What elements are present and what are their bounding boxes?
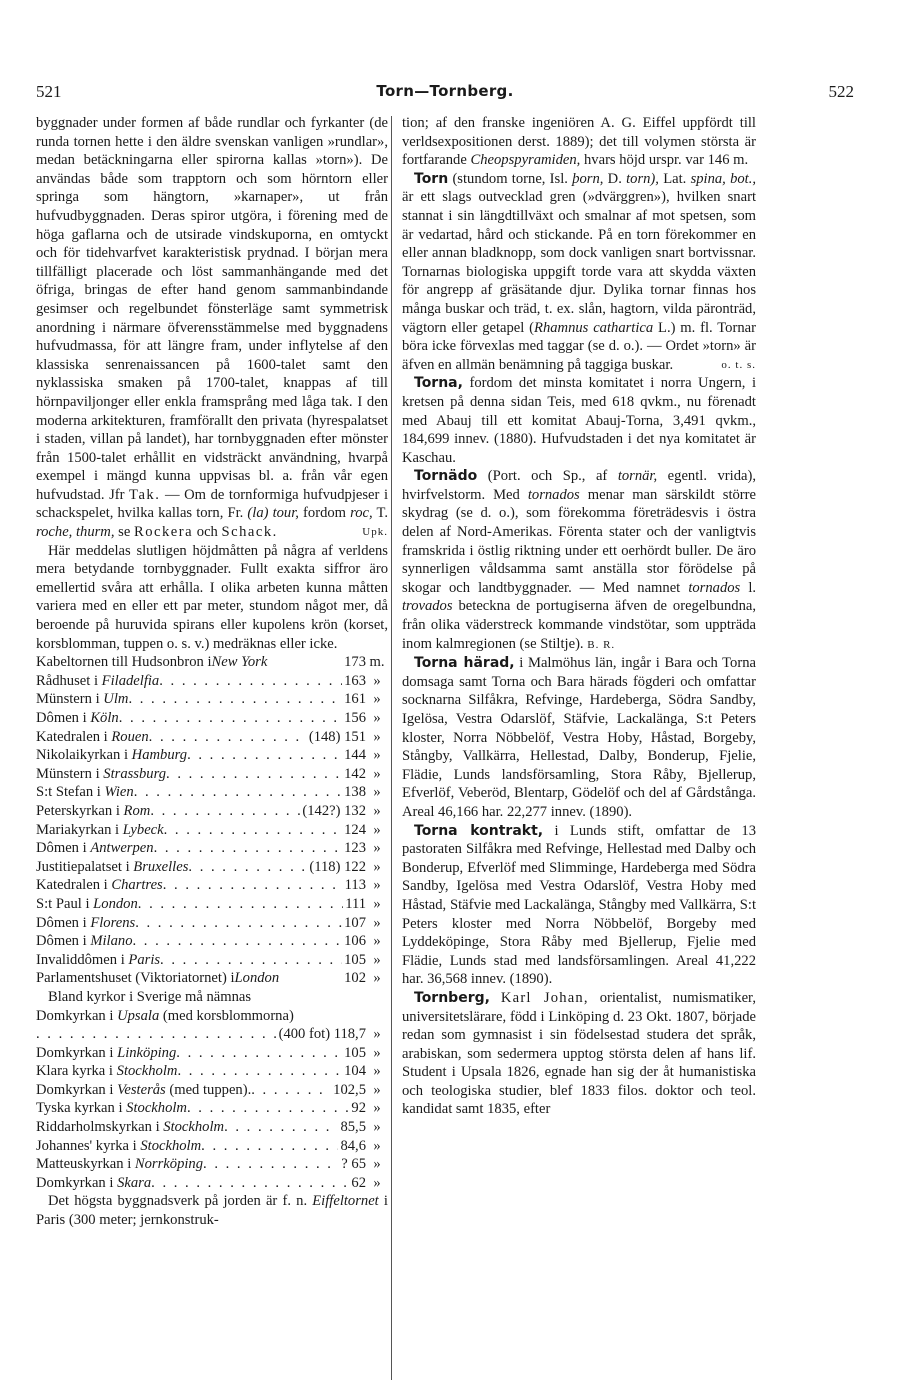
- paragraph-eiffel: Det högsta byggnadsverk på jorden är f. n. Eiffeltornet i Paris (300 meter; jernkonstruk-: [36, 1193, 388, 1229]
- author-signature: B. R.: [587, 638, 616, 651]
- list-item: . . . (400 fot) 118,7 »: [36, 1025, 388, 1044]
- list-item: Dômen i Köln . . . 156 »: [36, 709, 388, 728]
- list-item: Parlamentshuset (Viktoriatornet) iLondon 102 »: [36, 970, 381, 987]
- paragraph-eiffel-continued: tion; af den franske ingeniören A. G. Eiffel uppfördt till verldsexpositionen derst. 1889); det till volymen största är fortfarande Cheopspyramiden, hvars höjd urspr. var 146 m.: [402, 115, 756, 169]
- entry-headword: Torna härad,: [414, 655, 515, 672]
- entry-headword: Torn: [414, 170, 449, 187]
- list-item: Riddarholmskyrkan i Stockholm . . . 85,5 »: [36, 1118, 388, 1137]
- running-header: [36, 82, 854, 106]
- list-item: S:t Paul i London . . . 111 »: [36, 895, 388, 914]
- list-item: Rådhuset i Filadelfia . . . 163 »: [36, 672, 388, 691]
- author-signature: o. t. s.: [721, 358, 756, 371]
- list-item: S:t Stefan i Wien . . . 138 »: [36, 783, 388, 802]
- swedish-churches-intro: Bland kyrkor i Sverige må nämnas: [48, 988, 252, 1005]
- list-item: Matteuskyrkan i Norrköping . . . ? 65 »: [36, 1155, 388, 1174]
- tower-list-world: [36, 672, 388, 970]
- list-item: Dômen i Antwerpen . . . 123 »: [36, 839, 388, 858]
- list-item: Münstern i Ulm . . . 161 »: [36, 690, 388, 709]
- tower-list-sweden: [36, 1044, 388, 1193]
- list-item: Invaliddômen i Paris . . . 105 »: [36, 951, 388, 970]
- entry-torna-kontrakt: Torna kontrakt, i Lunds stift, omfattar de 13 pastoraten Silfåkra med Refvinge, Hellestad med Dalby och Bonderup, Efverlöf med Slimminge, Hardeberga med Södra Sandby, Igelösa med Vestra Odarslöf, Vestra Hoby med Håstad, Stäfvie med Lackalänga, Stångby med Vallkärra, S:t Peters kloster med Norra Nöbbelöf, Borgeby med Lyddeköpinge, Stora Råby med Bjellerup, Fjelie med Flädie, Lunds stad med landsförsamlingen. Areal 41,222 har. 36,568 innev. (1890).: [402, 822, 756, 988]
- tower-heights-list: [36, 653, 388, 1192]
- entry-tornberg: Tornberg, Karl Johan, orientalist, numismatiker, universitetslärare, född i Linköping d. 23 Okt. 1807, började redan som gymnasist i sin födelsestad studera det språk, arabiskan, som sedermera upptog största delen af hans lif. Student i Upsala 1826, egnade han sig der åt humanistiska och teologiska studier, blef 1833 filos. doktor och teol. kandidat samt 1835, efter: [402, 989, 756, 1118]
- running-title: Torn—Tornberg.: [376, 82, 514, 100]
- list-item: Johannes' kyrka i Stockholm . . . 84,6 »: [36, 1137, 388, 1156]
- list-item: Münstern i Strassburg . . . 142 »: [36, 765, 388, 784]
- page-number-left: 521: [36, 82, 62, 101]
- entry-torn: Torn (stundom torne, Isl. þorn, D. torn), Lat. spina, bot., är ett slags outvecklad gren (»dvärggren»), hvilken snart stannat i sin längdtillväxt och smalnar af mot spetsen, som är vedartad, hård och stickande. På en torn förekommer en eller annan bladknopp, som dock vanligen snart bortvissnar. Tornarnas biologiska uppgift torde vara att skydda växten för angrepp af gräsätande djur. Dylika tornar finnas hos många buskar och träd, t. ex. slån, hagtorn, vilda päronträd, vägtorn eller getapel (Rhamnus cathartica L.) m. fl. Tornar böra icke förvexlas med taggar (se d. o.). — Ordet »torn» är äfven en allmän benämning på taggiga buskar. o. t. s.: [402, 170, 757, 373]
- list-item: Domkyrkan i Skara . . . 62 »: [36, 1174, 388, 1193]
- list-item: Katedralen i Chartres . . . 113 »: [36, 876, 388, 895]
- list-item: Kabeltornen till Hudsonbron iNew York 173 m.: [36, 654, 385, 671]
- entry-torna-harad: Torna härad, i Malmöhus län, ingår i Bara och Torna domsaga samt Torna och Bara härads fögderi och omfattar socknarna Silfåkra, Refvinge, Hardeberga, Södra Sandby, Igelösa, Vestra Odarslöf, Stäfvie, Lackalänga, S:t Peters kloster, Norra Nöbbelöf, Vestra Hoby, Håstad, Borgeby, Stångby, Vallkärra, Hellestad, Dalby, Bonderup, Fjelie, Flädie, Lunds landsförsamling, Stora Råby, Bjellerup, Efverlöf, Veberöd, Blentarp, Gödelöf och del af Gårdstånga. Areal 46,166 har. 22,277 innev. (1890).: [402, 655, 756, 820]
- paragraph-heights-intro: Här meddelas slutligen höjdmåtten på några af verldens mera betydande tornbyggnader. Fullt exakta siffror äro emellertid svåra att erhålla. I olika arbeten kunna måtten variera med en eller ett par meter, stundom något mer, då beroende på huruvida spirans eller kupolens krön (korset, korsblomman, tuppen o. s. v.) medräknas eller icke.: [36, 542, 388, 652]
- entry-headword: Tornberg,: [414, 989, 490, 1006]
- entry-tornado: Tornädo (Port. och Sp., af tornär, egentl. vrida), hvirfvelstorm. Med tornados menar man särskildt större skydrag (se d. o.), som förekomma företrädesvis i östra delen af Nord-Amerikas. Förenta stater och der vanligtvis framskrida i östlig riktning under ett oerhördt buller. De äro synnerligen våldsamma samt anställa stor förödelse på skogar och landtbyggnader. — Med namnet tornados l. trovados beteckna de portugiserna äfven de oregelbundna, från olika väderstreck kommande vindstötar, som uppträda inom kalmregionen (se Stiltje). B. R.: [402, 468, 757, 652]
- list-item: Dômen i Florens . . . 107 »: [36, 914, 388, 933]
- list-item: Domkyrkan i Vesterås (med tuppen). . . . 102,5 »: [36, 1081, 388, 1100]
- column-divider: [391, 116, 392, 1380]
- entry-headword: Torna,: [414, 375, 463, 392]
- list-item: Mariakyrkan i Lybeck . . . 124 »: [36, 821, 388, 840]
- author-signature: Upk.: [362, 526, 388, 539]
- paragraph-towers-architecture: byggnader under formen af både rundlar och fyrkanter (de runda tornen hette i den äldre svenskan vanligen »rundlar», medan betäckningarna eller spirorna kallas »torn»). De användas både som trapptorn och som hörntorn eller springa som hängtorn, »karnaper», ut från hufvudbyggnaden. Deras spiror utgöra, i förening med de höga gaflarna och de utsirade vindskuporna, en omtyckt och för tidehvarfvet karakteristisk prydnad. I början mera tillfälligt placerade och löst sammanhängande med det öfriga, bringas de efter hand genom sammanbindande gesimser och regelbundet fönsterläge samt symmetrisk anordning i närmare öfverensstämmelse med byggnadens hufvudmassa, för att längre fram, under inflytelse af den klassiska senrenaissancen på 1600-talet samt den nyklassiska smaken på 1700-talet, knappas af till hörnpaviljonger eller enkla framsprång med låga tak. I den moderna arkitekturen, framförallt den privata (hyrespalatset i staden, villan på landet), har tornbyggnaden efter mönster från 1500-talet erhållit en vidsträckt användning, hvarpå exempel i mängd kunna uppvisas bl. a. från vår egen hufvudstad. Jfr Tak. — Om de tornformiga hufvudpjeser i schackspelet, hvilka kallas torn, Fr. (la) tour, fordom roc, T. roche, thurm, se Rockera och Schack. Upk.: [36, 115, 389, 541]
- list-item: Klara kyrka i Stockholm . . . 104 »: [36, 1062, 388, 1081]
- page-number-right: 522: [828, 82, 854, 101]
- left-column: [36, 114, 388, 1230]
- entry-headword: Tornädo: [414, 468, 478, 485]
- list-item: Domkyrkan i Upsala (med korsblommorna): [36, 1007, 294, 1024]
- list-item: Justitiepalatset i Bruxelles . . . (118) 122 »: [36, 858, 388, 877]
- list-item: Katedralen i Rouen . . . (148) 151 »: [36, 728, 388, 747]
- entry-headword: Torna kontrakt,: [414, 822, 544, 839]
- entry-torna: Torna, fordom det minsta komitatet i norra Ungern, i kretsen på denna sidan Teis, med 618 qvkm., nu förenadt med Abauj till ett komitat Abauj-Torna, 3,491 qvkm., 184,699 innev. (1880). Hufvudstaden i det nya komitatet är Kaschau.: [402, 375, 756, 466]
- list-item: Peterskyrkan i Rom . . . (142?) 132 »: [36, 802, 388, 821]
- list-item: Domkyrkan i Linköping . . . 105 »: [36, 1044, 388, 1063]
- right-column: [402, 114, 756, 1119]
- list-item: Dômen i Milano . . . 106 »: [36, 932, 388, 951]
- list-item: Tyska kyrkan i Stockholm . . . 92 »: [36, 1099, 388, 1118]
- list-item: Nikolaikyrkan i Hamburg . . . 144 »: [36, 746, 388, 765]
